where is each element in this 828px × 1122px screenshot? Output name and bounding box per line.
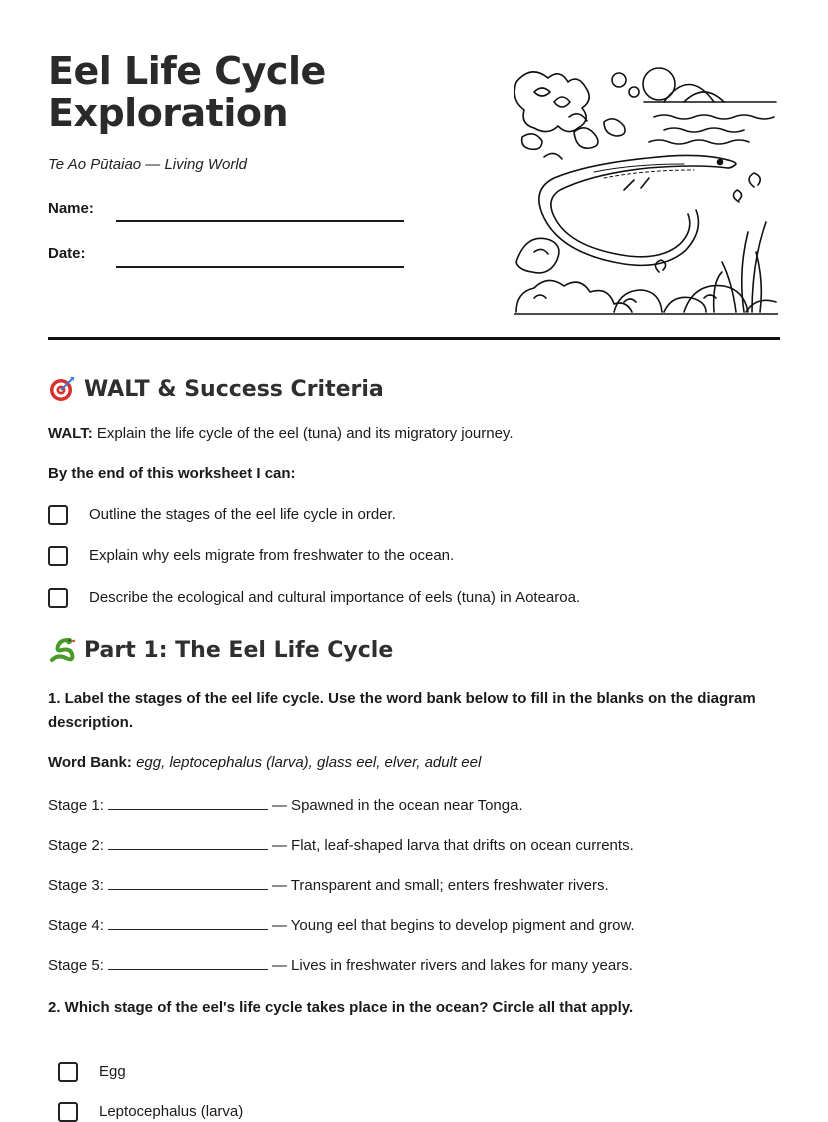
stage-desc: — Transparent and small; enters freshwater rivers. <box>271 877 609 894</box>
walt-label: WALT: <box>48 425 93 442</box>
stage-5-blank[interactable] <box>108 955 268 970</box>
option-larva-checkbox[interactable] <box>58 1102 78 1122</box>
criteria-checkbox-3[interactable] <box>48 588 68 608</box>
stage-label: Stage 1: <box>48 797 104 814</box>
criteria-checkbox-2[interactable] <box>48 546 68 566</box>
option-larva-label: Leptocephalus (larva) <box>99 1103 244 1120</box>
word-bank-words: egg, leptocephalus (larva), glass eel, elver, adult eel <box>136 754 482 771</box>
walt-heading <box>48 375 384 403</box>
criteria-checkbox-1[interactable] <box>48 505 68 525</box>
worksheet-title: Eel Life Cycle Exploration <box>48 49 326 135</box>
stage-label: Stage 4: <box>48 917 104 934</box>
walt-text: Explain the life cycle of the eel (tuna) and its migratory journey. <box>96 425 514 442</box>
part1-heading <box>48 636 393 664</box>
stage-label: Stage 2: <box>48 837 104 854</box>
stage-row <box>48 955 633 974</box>
name-label: Name: <box>48 200 94 217</box>
stage-row <box>48 875 609 894</box>
criteria-intro: By the end of this worksheet I can: <box>48 465 296 482</box>
stage-3-blank[interactable] <box>108 875 268 890</box>
stage-desc: — Young eel that begins to develop pigment and grow. <box>271 917 635 934</box>
walt-statement <box>48 422 780 446</box>
option-egg-checkbox[interactable] <box>58 1062 78 1082</box>
target-icon <box>48 375 76 403</box>
stage-label: Stage 3: <box>48 877 104 894</box>
header-divider <box>48 337 780 340</box>
stage-1-blank[interactable] <box>108 795 268 810</box>
eel-illustration <box>514 62 778 316</box>
stage-2-blank[interactable] <box>108 835 268 850</box>
part1-heading-text: Part 1: The Eel Life Cycle <box>84 637 394 663</box>
worksheet-subtitle: Te Ao Pūtaiao — Living World <box>48 156 247 173</box>
stage-label: Stage 5: <box>48 957 104 974</box>
stage-desc: — Lives in freshwater rivers and lakes for many years. <box>271 957 633 974</box>
stage-row <box>48 835 634 854</box>
criteria-item-2: Explain why eels migrate from freshwater to the ocean. <box>89 547 455 564</box>
word-bank <box>48 751 780 775</box>
snake-icon <box>48 636 76 664</box>
criteria-item-1: Outline the stages of the eel life cycle in order. <box>89 506 396 523</box>
date-field[interactable] <box>116 266 404 268</box>
name-field[interactable] <box>116 220 404 222</box>
stage-row <box>48 795 523 814</box>
question-2: 2. Which stage of the eel's life cycle takes place in the ocean? Circle all that apply. <box>48 999 634 1016</box>
question-1: 1. Label the stages of the eel life cycle. Use the word bank below to fill in the blanks on the diagram description. <box>48 690 756 731</box>
stage-desc: — Spawned in the ocean near Tonga. <box>271 797 523 814</box>
criteria-item-3: Describe the ecological and cultural importance of eels (tuna) in Aotearoa. <box>89 589 581 606</box>
stage-row <box>48 915 635 934</box>
date-label: Date: <box>48 245 86 262</box>
word-bank-label: Word Bank: <box>48 754 132 771</box>
stage-4-blank[interactable] <box>108 915 268 930</box>
stage-desc: — Flat, leaf-shaped larva that drifts on ocean currents. <box>271 837 634 854</box>
option-egg-label: Egg <box>99 1063 126 1080</box>
walt-heading-text: WALT & Success Criteria <box>84 376 384 402</box>
